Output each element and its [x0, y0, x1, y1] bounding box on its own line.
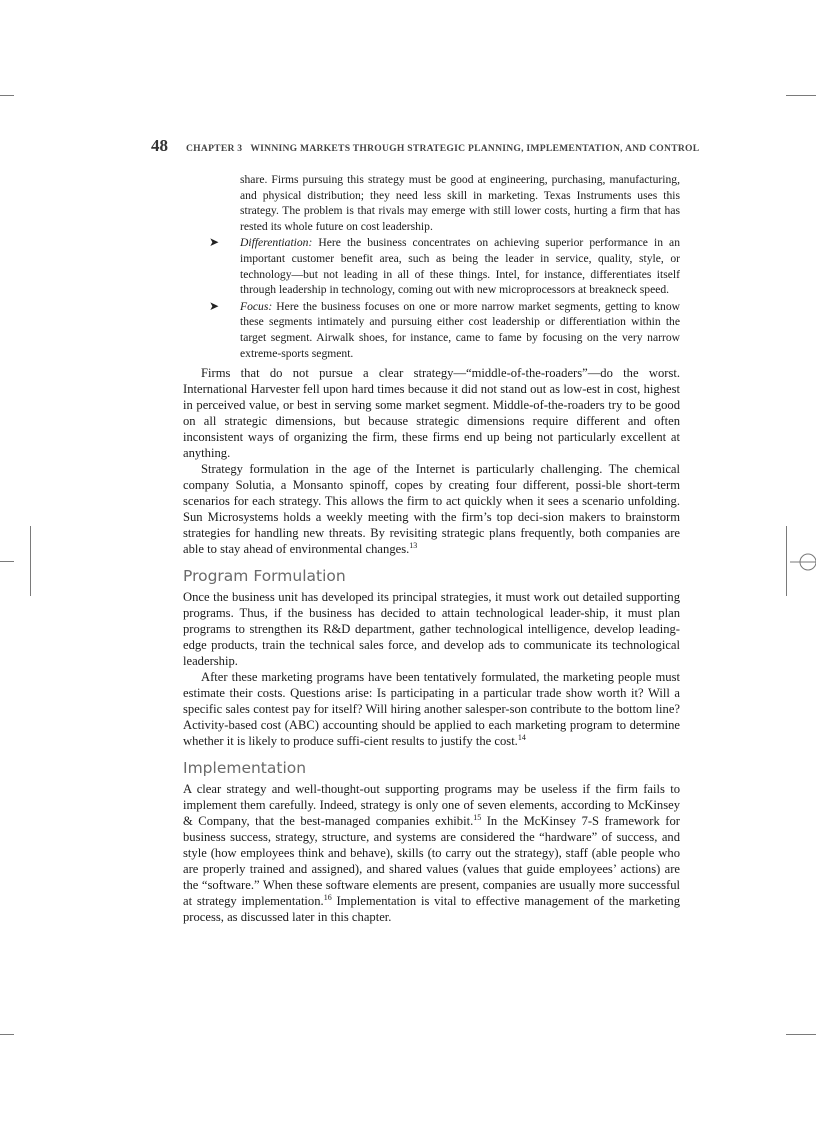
- chapter-title: WINNING MARKETS THROUGH STRATEGIC PLANNING, IMPLEMENTATION, AND CONTROL: [250, 143, 700, 154]
- bullet-focus: [209, 299, 680, 361]
- crop-mark-top-right: [786, 95, 816, 96]
- chapter-label: CHAPTER 3: [186, 143, 243, 154]
- crop-mark-left-middle: [30, 526, 31, 596]
- crop-mark-bottom-right: [786, 1034, 816, 1035]
- continued-text: share. Firms pursuing this strategy must be good at engineering, purchasing, manufacturing, and physical distribution; they need less skill in marketing. Texas Instruments uses this strategy. The problem is that rivals may emerge with still lower costs, hurting a firm that has rested its whole future on cost leadership.: [240, 173, 680, 233]
- running-head: [151, 136, 700, 160]
- bullet-differentiation: [209, 235, 680, 297]
- bullet-text: [240, 235, 680, 297]
- arrow-bullet-icon: ➤: [209, 235, 220, 250]
- paragraph-text: Strategy formulation in the age of the Internet is particularly challenging. The chemical company Solutia, a Monsanto spinoff, copes by creating four different, possi-ble short-term scenarios for each strategy. This allows the firm to act quickly when it sees a scenario unfolding. Sun Microsystems holds a weekly meeting with the firm’s top deci-sion makers to brainstorm strategies for handling new threats. By revisiting strategic plans frequently, both companies are able to stay ahead of environmental changes.: [183, 462, 680, 557]
- bullet-body: Here the business concentrates on achieving superior performance in an important customer benefit area, such as being the leader in service, quality, style, or technology—but not leading in all of these things. Intel, for instance, differentiates itself through leadership in technology, coming out with new microprocessors at breakneck speed.: [240, 236, 680, 297]
- paragraph-implementation: [183, 781, 680, 925]
- crop-mark-left-middle-tick: [0, 561, 14, 562]
- paragraph-program-1: [183, 589, 680, 669]
- paragraph-program-2: [183, 669, 680, 749]
- section-heading-implementation: Implementation: [183, 759, 307, 778]
- page-body: [183, 172, 680, 925]
- chapter-head-spacer: [242, 143, 250, 154]
- bullet-term: Focus:: [240, 299, 273, 313]
- paragraph-internet-strategy: [183, 461, 680, 557]
- arrow-bullet-icon: ➤: [209, 298, 220, 313]
- section-heading-program-formulation: Program Formulation: [183, 567, 346, 586]
- bullet-term: Differentiation:: [240, 236, 313, 250]
- paragraph-text: Implementation is vital to effective management of the marketing process, as discussed later in this chapter.: [183, 894, 680, 925]
- crop-mark-bottom-left: [0, 1034, 14, 1035]
- footnote-ref: 13: [409, 541, 418, 551]
- crop-mark-right-middle: [786, 526, 787, 596]
- footnote-ref: 16: [323, 893, 332, 903]
- paragraph-text: A clear strategy and well-thought-out supporting programs may be useless if the firm fails to implement them carefully. Indeed, strategy is only one of seven elements, according to McKinsey & Company, that the best-managed companies exhibit.: [183, 782, 680, 829]
- paragraph-text: Once the business unit has developed its principal strategies, it must work out detailed supporting programs. Thus, if the business has decided to attain technological leader-ship, it must plan programs to strengthen its R&D department, gather technological intelligence, develop leading-edge products, train the technical sales force, and develop ads to communicate its technological leadership.: [183, 590, 680, 669]
- registration-mark-icon: [790, 549, 816, 575]
- footnote-ref: 15: [473, 813, 482, 823]
- paragraph-text: Firms that do not pursue a clear strategy—“middle-of-the-roaders”—do the worst. International Harvester fell upon hard times because it did not stand out as low-est in cost, highest in perceived value, or best in serving some market segment. Middle-of-the-roaders try to be good on all strategic dimensions, but because strategic dimensions require different and often inconsistent ways of organizing the firm, these firms end up being not particularly excellent at anything.: [183, 366, 680, 461]
- paragraph-middle-of-the-roaders: [183, 365, 680, 461]
- bullet-body: Here the business focuses on one or more narrow market segments, getting to know these segments intimately and pursuing either cost leadership or differentiation within the target segment. Airwalk shoes, for instance, came to fame by focusing on the very narrow extreme-sports segment.: [240, 299, 680, 360]
- paragraph-text: After these marketing programs have been tentatively formulated, the marketing people must estimate their costs. Questions arise: Is participating in a particular trade show worth it? Will a specific sales contest pay for itself? Will hiring another salesper-son contribute to the bottom line? Activity-based cost (ABC) accounting should be applied to each marketing program to determine whether it is likely to produce suffi-cient results to justify the cost.: [183, 670, 680, 749]
- crop-mark-top-left: [0, 95, 14, 96]
- bullet-text: [240, 299, 680, 361]
- footnote-ref: 14: [517, 733, 526, 743]
- paragraph-text: In the McKinsey 7-S framework for business success, strategy, structure, and systems are considered the “hardware” of success, and style (how employees think and behave), skills (to carry out the strategy), staff (able people who are properly trained and assigned), and shared values (values that guide employees’ actions) are the “software.” When these software elements are present, companies are usually more successful at strategy implementation.: [183, 814, 680, 909]
- page-number: 48: [151, 136, 168, 155]
